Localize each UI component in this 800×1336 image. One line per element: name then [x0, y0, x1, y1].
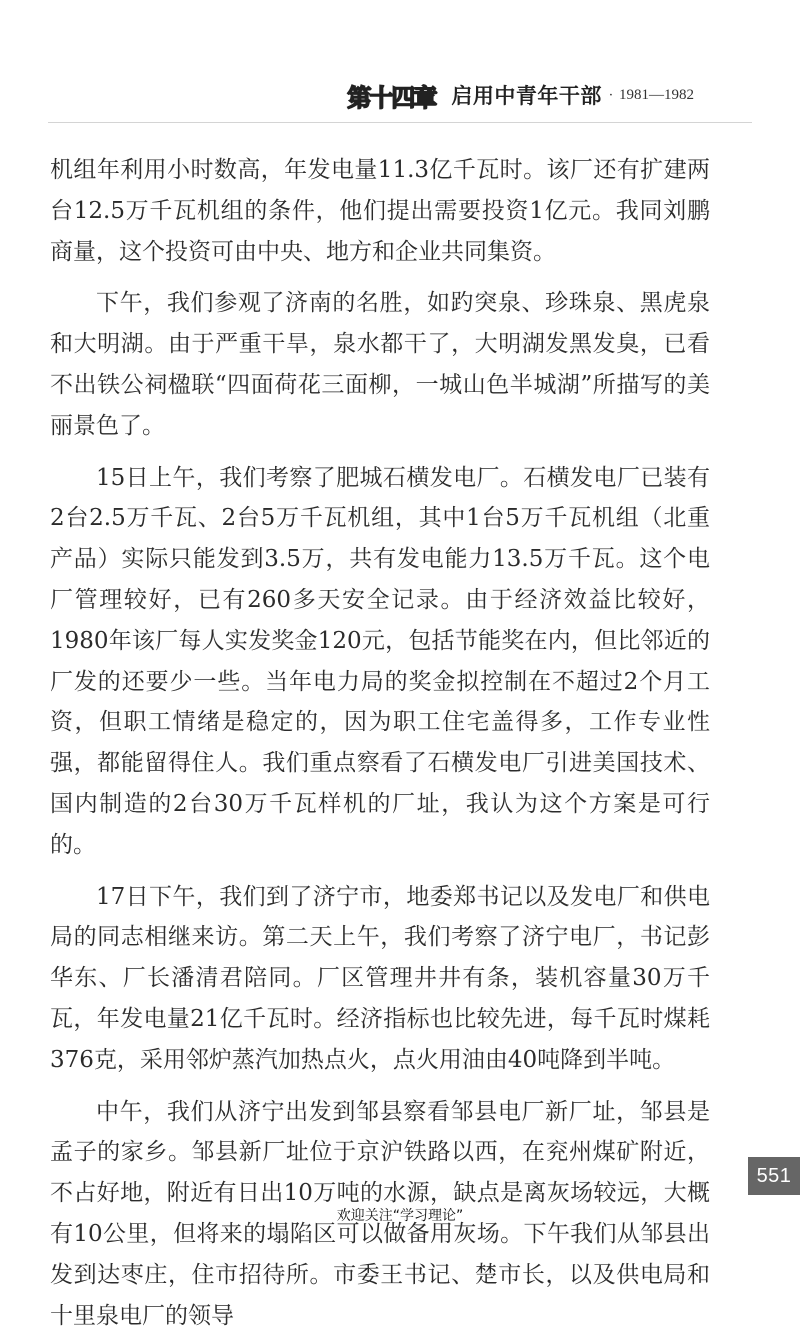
footer-note: 欢迎关注“学习理论”	[336, 1208, 464, 1224]
chapter-badge: 第十四章	[347, 82, 436, 112]
paragraph-continued: 机组年利用小时数高，年发电量11.3亿千瓦时。该厂还有扩建两台12.5万千瓦机组的条件，他们提出需要投资1亿元。我同刘鹏商量，这个投资可由中央、地方和企业共同集资。	[50, 157, 710, 265]
header-divider	[48, 122, 752, 123]
chapter-years: 1981—1982	[619, 86, 694, 103]
running-header	[347, 78, 694, 112]
paragraph: 中午，我们从济宁出发到邹县察看邹县电厂新厂址，邹县是孟子的家乡。邹县新厂址位于京沪铁路以西，在兖州煤矿附近，不占好地，附近有日出10万吨的水源，缺点是离灰场较远，大概有10公里，但将来的塌陷区可以做备用灰场。下午我们从邹县出发到达枣庄，住市招待所。市委王书记、楚市长，以及供电局和十里泉电厂的领导	[50, 1098, 710, 1329]
paragraph: 17日下午，我们到了济宁市，地委郑书记以及发电厂和供电局的同志相继来访。第二天上午，我们考察了济宁电厂，书记彭华东、厂长潘清君陪同。厂区管理井井有条，装机容量30万千瓦，年发电量21亿千瓦时。经济指标也比较先进，每千瓦时煤耗376克，采用邻炉蒸汽加热点火，点火用油由40吨降到半吨。	[50, 883, 710, 1073]
paragraph: 15日上午，我们考察了肥城石横发电厂。石横发电厂已装有2台2.5万千瓦、2台5万千瓦机组，其中1台5万千瓦机组（北重产品）实际只能发到3.5万，共有发电能力13.5万千瓦。这个电厂管理较好，已有260多天安全记录。由于经济效益比较好，1980年该厂每人实发奖金120元，包括节能奖在内，但比邻近的厂发的还要少一些。当年电力局的奖金拟控制在不超过2个月工资，但职工情绪是稳定的，因为职工住宅盖得多，工作专业性强，都能留得住人。我们重点察看了石横发电厂引进美国技术、国内制造的2台30万千瓦样机的厂址，我认为这个方案是可行的。	[50, 464, 710, 858]
header-separator: ·	[608, 87, 613, 103]
paragraph: 下午，我们参观了济南的名胜，如趵突泉、珍珠泉、黑虎泉和大明湖。由于严重干旱，泉水都干了，大明湖发黑发臭，已看不出铁公祠楹联“四面荷花三面柳，一城山色半城湖”所描写的美丽景色了。	[50, 290, 710, 439]
page-body	[50, 150, 710, 1336]
page-number: 551	[748, 1157, 800, 1195]
chapter-title: 启用中青年干部	[451, 83, 602, 108]
